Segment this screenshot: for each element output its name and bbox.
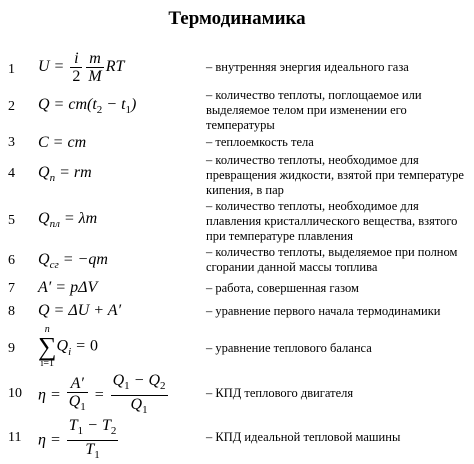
formula-description: – КПД теплового двигателя [206, 386, 354, 400]
row-number: 1 [8, 62, 15, 77]
formula-internal-energy: U = $\frac{i}{2}$ $\frac{m}{M}$ RT [38, 50, 125, 85]
formula-description: – уравнение первого начала термодинамики [206, 304, 441, 318]
formula-description: – теплоемкость тела [206, 135, 314, 149]
formula-ideal-efficiency: η = $\frac{T_1 - T_2}{T_1}$ [38, 417, 117, 462]
formula-description: – КПД идеальной тепловой машины [206, 430, 401, 444]
formula-description: – количество теплоты, необходимое для плавления кристаллического вещества, взятого при температуре плавления [206, 199, 458, 243]
formula-heat-balance: n ∑ i=1 $Q_i = 0$ [38, 324, 98, 369]
formula-description: – количество теплоты, поглощаемое или выделяемое телом при изменении его температуры [206, 88, 422, 132]
row-number: 3 [8, 135, 15, 150]
row-number: 7 [8, 281, 15, 296]
formula-vaporization: $Q_п$ = rm [38, 164, 92, 185]
row-number: 8 [8, 304, 15, 319]
formula-description: – уравнение теплового баланса [206, 341, 372, 355]
formula-description: – количество теплоты, выделяемое при полном сгорании данной массы топлива [206, 245, 458, 274]
formula-gas-work: A′ = pΔV [38, 279, 98, 296]
formula-first-law: Q = ΔU + A′ [38, 302, 122, 319]
formula-description: – работа, совершенная газом [206, 281, 359, 295]
formula-description: – внутренняя энергия идеального газа [206, 60, 409, 74]
formula-heat-capacity: C = cm [38, 134, 87, 151]
formula-heat-quantity: $Q = cm(t_2 - t_1)$ [38, 96, 137, 117]
row-number: 5 [8, 213, 15, 228]
row-number: 6 [8, 253, 15, 268]
page-title: Термодинамика [168, 8, 306, 29]
formula-engine-efficiency: η = $\frac{A'}{Q_1}$ = $\frac{Q_1 - Q_2}{Q_1}$ [38, 372, 166, 417]
row-number: 11 [8, 430, 22, 445]
formula-description: – количество теплоты, необходимое для превращения жидкости, взятой при температуре кипения, в пар [206, 153, 464, 197]
row-number: 9 [8, 341, 15, 356]
formula-melting: $Q_{пл} = \lambda m$ [38, 210, 98, 231]
formula-combustion: $Q_{сг} = -qm$ [38, 251, 108, 272]
row-number: 4 [8, 166, 15, 181]
row-number: 2 [8, 99, 15, 114]
row-number: 10 [8, 386, 22, 401]
